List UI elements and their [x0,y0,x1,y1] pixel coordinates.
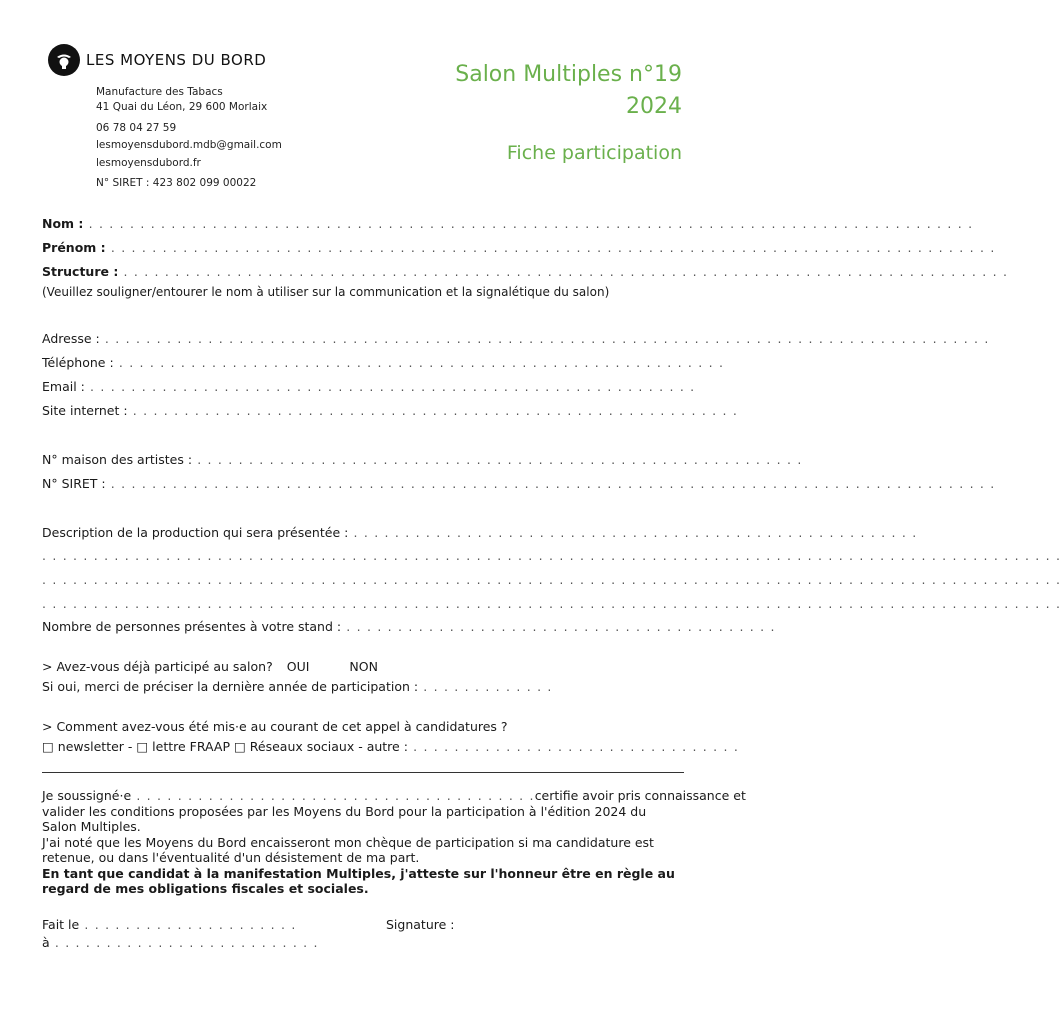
signature-field[interactable] [386,917,586,932]
non-option[interactable]: NON [349,659,378,674]
field-structure-label: Structure : [42,264,119,279]
field-email[interactable]: Email : . . . . . . . . . . . . . . . . . . . . . . . . . . . . . . . . . . . . . . . . . . . . . . . . . . . . . . . . . . . [42,379,696,394]
structure-note: (Veuillez souligner/entourer le nom à utiliser sur la communication et la signalétique du salon) [42,285,610,299]
page-subtitle: Fiche participation [506,142,682,164]
description-line[interactable]: . . . . . . . . . . . . . . . . . . . . . . . . . . . . . . . . . . . . . . . . . . . . . . . . . . . . . . . . . . . . . . . . . . . . . . . . . . . . . . . . . . . . . . . . . . . . . . . . . . . [42,548,1061,563]
fait-le-label: Fait le [42,917,80,932]
address-line2: 41 Quai du Léon, 29 600 Morlaix [96,101,268,113]
logo [48,44,266,76]
field-telephone-label: Téléphone : [42,355,114,370]
field-prenom-label: Prénom : [42,240,106,255]
lieu-label: à [42,935,50,950]
field-source[interactable]: □ newsletter - □ lettre FRAAP □ Réseaux sociaux - autre : . . . . . . . . . . . . . . . . . . . . . . . . . . . . . . . . [42,739,740,754]
field-structure[interactable]: Structure : . . . . . . . . . . . . . . . . . . . . . . . . . . . . . . . . . . . . . . . . . . . . . . . . . . . . . . . . . . . . . . . . . . . . . . . . . . . . . . . . . . . . . . [42,264,1009,279]
certifie-text: certifie avoir pris connaissance et [534,788,746,803]
description-line[interactable]: . . . . . . . . . . . . . . . . . . . . . . . . . . . . . . . . . . . . . . . . . . . . . . . . . . . . . . . . . . . . . . . . . . . . . . . . . . . . . . . . . . . . . . . . . . . . . . . . . . . [42,596,1061,611]
source-options: □ newsletter - □ lettre FRAAP □ Réseaux sociaux - autre : [42,739,408,754]
field-soussigne[interactable]: . . . . . . . . . . . . . . . . . . . . . . . . . . . . . . . . . . . . . . . [131,788,535,803]
declaration-p2: J'ai noté que les Moyens du Bord encaisseront mon chèque de participation si ma candidature est retenue, ou dans l'éventualité d'un désistement de ma part. [42,834,654,865]
description-line[interactable]: . . . . . . . . . . . . . . . . . . . . . . . . . . . . . . . . . . . . . . . . . . . . . . . . . . . . . . . . . . . . . . . . . . . . . . . . . . . . . . . . . . . . . . . . . . . . . . . . . . . [42,572,1061,587]
field-prenom[interactable]: Prénom : . . . . . . . . . . . . . . . . . . . . . . . . . . . . . . . . . . . . . . . . . . . . . . . . . . . . . . . . . . . . . . . . . . . . . . . . . . . . . . . . . . . . . . [42,240,996,255]
field-nombre[interactable]: Nombre de personnes présentes à votre stand : . . . . . . . . . . . . . . . . . . . . . . . . . . . . . . . . . . . . . . . . . . [42,619,776,634]
field-nombre-label: Nombre de personnes présentes à votre stand : [42,619,342,634]
field-site-label: Site internet : [42,403,128,418]
field-siret[interactable]: N° SIRET : . . . . . . . . . . . . . . . . . . . . . . . . . . . . . . . . . . . . . . . . . . . . . . . . . . . . . . . . . . . . . . . . . . . . . . . . . . . . . . . . . . . . . . [42,476,996,491]
comment-question: > Comment avez-vous été mis·e au courant de cet appel à candidatures ? [42,719,508,734]
participe-question [42,659,722,674]
field-maison-artistes-label: N° maison des artistes : [42,452,193,467]
oui-option[interactable]: OUI [286,659,310,674]
divider [42,772,684,773]
signature-label: Signature : [386,917,455,932]
field-description-label: Description de la production qui sera présentée : [42,525,349,540]
field-fait-le[interactable]: Fait le . . . . . . . . . . . . . . . . . . . . . [42,917,297,932]
field-email-label: Email : [42,379,85,394]
field-nom[interactable]: Nom : . . . . . . . . . . . . . . . . . . . . . . . . . . . . . . . . . . . . . . . . . . . . . . . . . . . . . . . . . . . . . . . . . . . . . . . . . . . . . . . . . . . . . . [42,216,974,231]
field-telephone[interactable]: Téléphone : . . . . . . . . . . . . . . . . . . . . . . . . . . . . . . . . . . . . . . . . . . . . . . . . . . . . . . . . . . . [42,355,725,370]
address-line1: Manufacture des Tabacs [96,86,223,98]
field-lieu[interactable]: à . . . . . . . . . . . . . . . . . . . . . . . . . . [42,935,319,950]
page-title: Salon Multiples n°19 [455,62,682,87]
field-description[interactable]: Description de la production qui sera présentée : . . . . . . . . . . . . . . . . . . . . . . . . . . . . . . . . . . . . . . . . . . . . . . . . . . . . . . . [42,525,918,540]
page-title-year: 2024 [626,94,682,119]
org-website: lesmoyensdubord.fr [96,157,201,169]
field-derniere-annee[interactable]: Si oui, merci de préciser la dernière année de participation : . . . . . . . . . . . . . [42,679,553,694]
field-siret-label: N° SIRET : [42,476,106,491]
field-adresse[interactable]: Adresse : . . . . . . . . . . . . . . . . . . . . . . . . . . . . . . . . . . . . . . . . . . . . . . . . . . . . . . . . . . . . . . . . . . . . . . . . . . . . . . . . . . . . . . [42,331,990,346]
org-siret: N° SIRET : 423 802 099 00022 [96,177,257,189]
org-email: lesmoyensdubord.mdb@gmail.com [96,139,282,151]
logo-text: LES MOYENS DU BORD [86,51,267,69]
field-nom-label: Nom : [42,216,84,231]
declaration-p3: En tant que candidat à la manifestation Multiples, j'atteste sur l'honneur être en règle au regard de mes obligations fiscales et sociales. [42,865,675,896]
field-maison-artistes[interactable]: N° maison des artistes : . . . . . . . . . . . . . . . . . . . . . . . . . . . . . . . . . . . . . . . . . . . . . . . . . . . . . . . . . . . [42,452,803,467]
logo-mark-icon [48,44,80,76]
je-soussigne: Je soussigné·e [42,788,132,803]
participe-question-text: > Avez-vous déjà participé au salon? [42,659,273,674]
field-site[interactable]: Site internet : . . . . . . . . . . . . . . . . . . . . . . . . . . . . . . . . . . . . . . . . . . . . . . . . . . . . . . . . . . . [42,403,739,418]
org-phone: 06 78 04 27 59 [96,122,177,134]
field-derniere-annee-label: Si oui, merci de préciser la dernière année de participation : [42,679,419,694]
declaration [42,788,746,897]
field-adresse-label: Adresse : [42,331,100,346]
declaration-p1: valider les conditions proposées par les Moyens du Bord pour la participation à l'édition 2024 du Salon Multiples. [42,803,647,834]
